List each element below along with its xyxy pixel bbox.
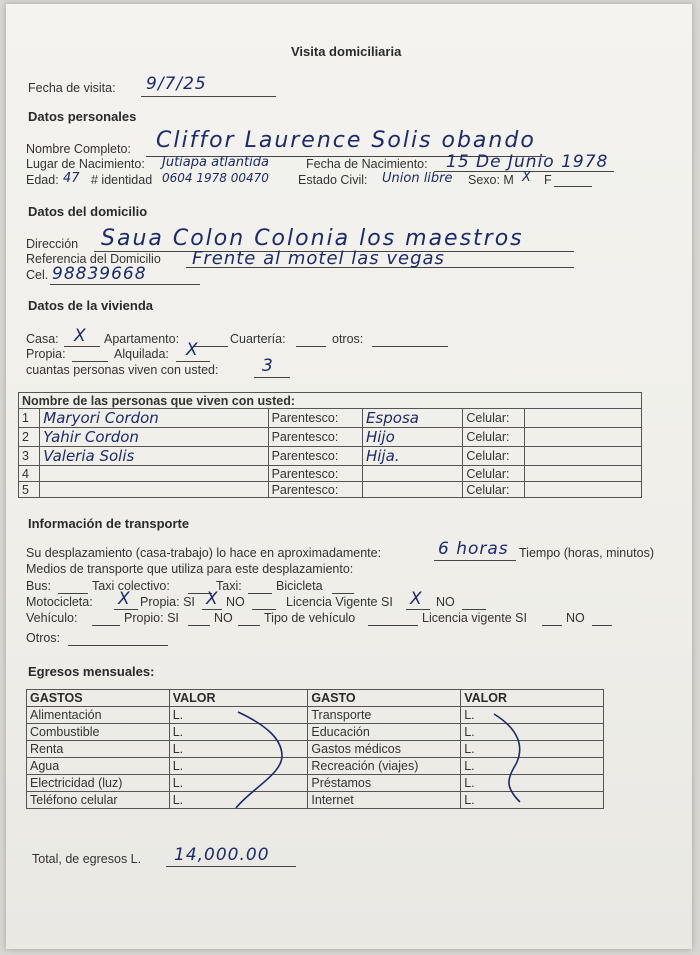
housing-heading: Datos de la vivienda: [28, 298, 153, 313]
address-label: Dirección: [26, 237, 79, 251]
relation-label: Parentesco:: [268, 466, 362, 482]
relation-label: Parentesco:: [268, 409, 362, 428]
reference-label: Referencia del Domicilio: [26, 252, 161, 266]
personal-heading: Datos personales: [28, 109, 137, 124]
visit-date-label: Fecha de visita:: [28, 81, 116, 95]
birthplace-value[interactable]: Jutiapa atlantida: [162, 155, 269, 170]
left-brace-mark: [236, 712, 282, 808]
person-relation[interactable]: Hija.: [362, 447, 462, 466]
row-number: 1: [19, 409, 40, 428]
propia-label: Propia:: [26, 347, 66, 361]
propia-no-label: NO: [226, 595, 245, 609]
expense-value[interactable]: L.: [169, 792, 308, 809]
name-value[interactable]: Cliffor Laurence Solis obando: [156, 128, 536, 153]
person-name[interactable]: Maryori Cordon: [40, 409, 268, 428]
licencia-no-label: NO: [436, 595, 455, 609]
expense-value[interactable]: L.: [169, 775, 308, 792]
age-label: Edad:: [26, 173, 59, 187]
row-number: 5: [19, 482, 40, 498]
person-name[interactable]: Valeria Solis: [40, 447, 268, 466]
expense-value[interactable]: L.: [461, 741, 604, 758]
expense-value[interactable]: L.: [169, 758, 308, 775]
age-value[interactable]: 47: [63, 171, 80, 186]
expense-value[interactable]: L.: [461, 792, 604, 809]
bus-label: Bus:: [26, 579, 52, 593]
expense-item: Agua: [27, 758, 170, 775]
row-number: 2: [19, 428, 40, 447]
propio-no-label: NO: [214, 611, 233, 625]
civil-label: Estado Civil:: [298, 173, 368, 187]
expense-item: Combustible: [27, 724, 170, 741]
person-name[interactable]: Yahir Cordon: [40, 428, 268, 447]
licencia-mark[interactable]: X: [410, 589, 423, 609]
right-brace-mark: [494, 714, 520, 802]
expense-item: Teléfono celular: [27, 792, 170, 809]
people-count-label: cuantas personas viven con usted:: [26, 363, 219, 377]
phone-col-label: Celular:: [463, 409, 525, 428]
expense-item: Internet: [308, 792, 461, 809]
expense-value[interactable]: L.: [461, 707, 604, 724]
cuarteria-label: Cuartería:: [230, 332, 286, 346]
valor-header: VALOR: [169, 690, 308, 707]
sex-mark[interactable]: X: [522, 170, 531, 185]
expense-item: Renta: [27, 741, 170, 758]
handwritten-brace-marks: [6, 4, 692, 949]
birthdate-label: Fecha de Nacimiento:: [306, 157, 428, 171]
licencia2-label: Licencia vigente SI: [422, 611, 527, 625]
expense-value[interactable]: L.: [169, 741, 308, 758]
moto-label: Motocicleta:: [26, 595, 93, 609]
person-relation[interactable]: Esposa: [362, 409, 462, 428]
casa-mark[interactable]: X: [74, 326, 87, 346]
total-value[interactable]: 14,000.00: [174, 845, 270, 865]
birthdate-value[interactable]: 15 De Junio 1978: [446, 152, 609, 172]
expense-item: Electricidad (luz): [27, 775, 170, 792]
page-title: Visita domiciliaria: [291, 44, 402, 59]
phone-col-label: Celular:: [463, 447, 525, 466]
transport-otros-label: Otros:: [26, 631, 61, 645]
address-value[interactable]: Saua Colon Colonia los maestros: [101, 226, 524, 251]
people-count-value[interactable]: 3: [262, 356, 274, 376]
expense-value[interactable]: L.: [169, 724, 308, 741]
commute-label: Su desplazamiento (casa-trabajo) lo hace en aproximadamente:: [26, 546, 382, 560]
expense-value[interactable]: L.: [169, 707, 308, 724]
sex-label: Sexo: M: [468, 173, 514, 187]
means-label: Medios de transporte que utiliza para este desplazamiento:: [26, 562, 354, 576]
total-label: Total, de egresos L.: [32, 852, 142, 866]
relation-label: Parentesco:: [268, 482, 362, 498]
name-label: Nombre Completo:: [26, 142, 131, 156]
expense-item: Gastos médicos: [308, 741, 461, 758]
person-relation[interactable]: Hijo: [362, 428, 462, 447]
casa-label: Casa:: [26, 332, 59, 346]
expense-item: Préstamos: [308, 775, 461, 792]
phone-label: Cel.: [26, 268, 49, 282]
expense-item: Recreación (viajes): [308, 758, 461, 775]
valor2-header: VALOR: [461, 690, 604, 707]
commute-suffix: Tiempo (horas, minutos): [519, 546, 654, 560]
expense-item: Alimentación: [27, 707, 170, 724]
total-line: [166, 866, 296, 867]
licencia-label: Licencia Vigente SI: [286, 595, 393, 609]
taxi-colectivo-label: Taxi colectivo:: [92, 579, 170, 593]
expense-value[interactable]: L.: [461, 775, 604, 792]
expense-item: Educación: [308, 724, 461, 741]
transport-heading: Información de transporte: [28, 516, 190, 531]
form-sheet: [6, 4, 692, 949]
phone-col-label: Celular:: [463, 466, 525, 482]
relation-label: Parentesco:: [268, 447, 362, 466]
row-number: 3: [19, 447, 40, 466]
civil-value[interactable]: Union libre: [382, 171, 453, 186]
propia-mark[interactable]: X: [206, 589, 219, 609]
moto-mark[interactable]: X: [118, 589, 131, 609]
commute-value[interactable]: 6 horas: [438, 539, 509, 559]
otros-label: otros:: [332, 332, 364, 346]
alquilada-mark[interactable]: X: [186, 340, 199, 360]
id-value[interactable]: 0604 1978 00470: [162, 171, 269, 185]
phone-col-label: Celular:: [463, 482, 525, 498]
alquilada-label: Alquilada:: [114, 347, 169, 361]
bicicleta-label: Bicicleta: [276, 579, 323, 593]
vehiculo-label: Vehículo:: [26, 611, 78, 625]
licencia2-no-label: NO: [566, 611, 585, 625]
taxi-label: Taxi:: [216, 579, 242, 593]
expense-value[interactable]: L.: [461, 724, 604, 741]
gasto-header: GASTO: [308, 690, 461, 707]
phone-col-label: Celular:: [463, 428, 525, 447]
gastos-header: GASTOS: [27, 690, 170, 707]
relation-label: Parentesco:: [268, 428, 362, 447]
domicile-heading: Datos del domicilio: [28, 204, 148, 219]
id-label: # identidad: [91, 173, 153, 187]
row-number: 4: [19, 466, 40, 482]
expenses-heading: Egresos mensuales:: [28, 664, 155, 679]
tipo-label: Tipo de vehículo: [264, 611, 356, 625]
expense-item: Transporte: [308, 707, 461, 724]
expense-value[interactable]: L.: [461, 758, 604, 775]
birthplace-label: Lugar de Nacimiento:: [26, 157, 145, 171]
propia-si-label: Propia: SI: [140, 595, 195, 609]
apartamento-label: Apartamento:: [104, 332, 180, 346]
reference-value[interactable]: Frente al motel las vegas: [192, 248, 445, 269]
people-table-title: Nombre de las personas que viven con usted:: [19, 393, 642, 409]
sex-f-label: F: [544, 173, 552, 187]
propio-label: Propio: SI: [124, 611, 179, 625]
phone-value[interactable]: 98839668: [52, 264, 147, 284]
visit-date-value[interactable]: 9/7/25: [146, 74, 207, 94]
